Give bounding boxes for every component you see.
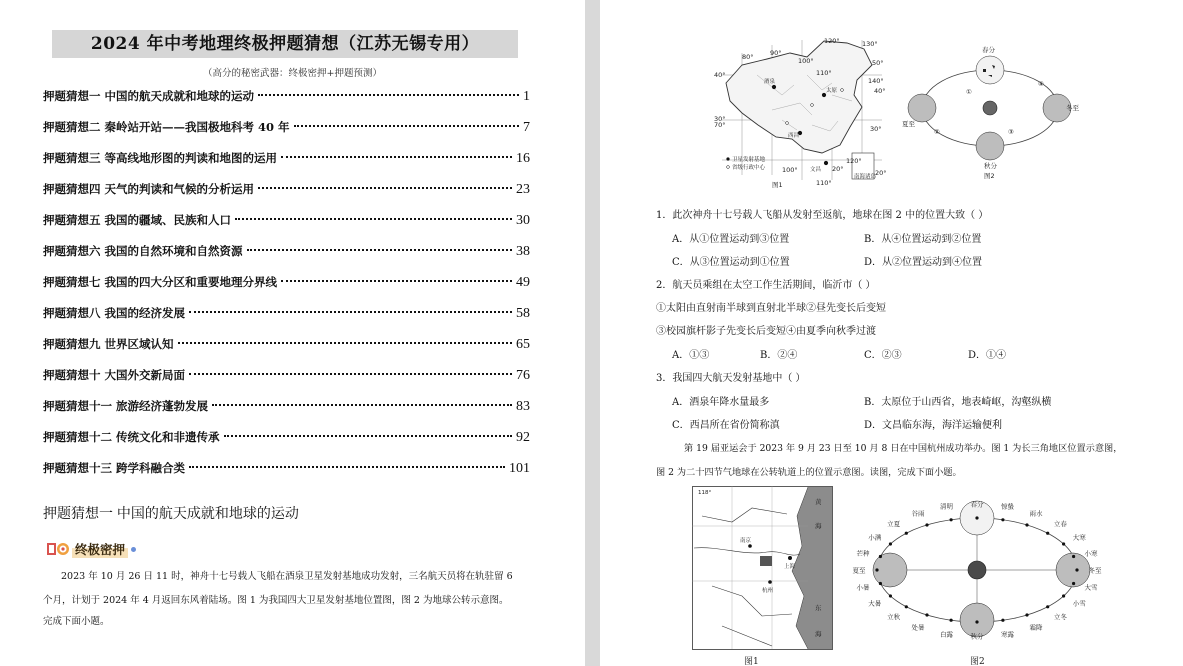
toc-entry[interactable] — [43, 88, 530, 108]
solar-term-label: 春分 — [970, 500, 984, 509]
position-marker-4: ④ — [1038, 80, 1044, 88]
place-taiyuan: 太原 — [826, 88, 838, 94]
toc-entry-page-number: 7 — [523, 120, 530, 135]
question-2-stem: 2．航天员乘组在太空工作生活期间，临沂市（ ） — [656, 280, 876, 291]
toc-dot-leader — [294, 125, 519, 127]
place-jiuquan: 酒泉 — [764, 79, 776, 85]
position-marker-3: ③ — [1008, 128, 1014, 136]
toc-dot-leader — [258, 187, 512, 189]
place-shanghai: 上海 — [784, 564, 796, 570]
solar-term-label: 芒种 — [856, 549, 870, 558]
toc-entry-page-number: 101 — [509, 461, 530, 476]
place-wenchang: 文昌 — [810, 167, 822, 173]
solar-term-dot — [975, 516, 978, 519]
solar-terms-orbit-diagram — [845, 484, 1110, 666]
solar-term-label: 处暑 — [911, 623, 925, 632]
map-lat-label: 30° — [714, 115, 726, 123]
question-2-item-line-1: ①太阳由直射南半球到直射北半球②昼先变长后变短 — [656, 303, 886, 314]
question-2-item-line-2: ③校园旗杆影子先变长后变短④由夏季向秋季过渡 — [656, 326, 876, 337]
place-nanjing: 南京 — [740, 538, 752, 544]
season-winter-solstice: 冬至 — [1066, 104, 1079, 112]
toc-entry[interactable] — [43, 181, 530, 201]
solar-term-label: 立秋 — [887, 613, 901, 622]
place-xichang: 西昌 — [788, 133, 800, 139]
solar-term-label: 小寒 — [1084, 549, 1098, 558]
map-lat-label: 30° — [870, 125, 882, 133]
solar-term-dot — [889, 594, 892, 597]
solar-term-dot — [1046, 605, 1049, 608]
toc-entry-page-number: 83 — [516, 399, 530, 414]
map-lat-label: 40° — [714, 71, 726, 79]
toc-entry-label: 押题猜想二 秦岭站开站——我国极地科考 40 年 — [43, 120, 290, 134]
question-3-option-d[interactable]: D．文昌临东海，海洋运输便利 — [864, 420, 1003, 431]
toc-entry-label: 押题猜想一 中国的航天成就和地球的运动 — [43, 89, 255, 103]
toc-dot-leader — [189, 466, 505, 468]
solar-term-label: 夏至 — [852, 566, 866, 575]
solar-term-label: 小雪 — [1072, 599, 1086, 608]
solar-term-dot — [1072, 582, 1075, 585]
solar-term-dot — [879, 582, 882, 585]
toc-entry-label: 押题猜想五 我国的疆域、民族和人口 — [43, 213, 232, 227]
map-lon-label: 118° — [698, 490, 712, 496]
toc-dot-leader — [258, 94, 519, 96]
solar-term-label: 大寒 — [1072, 533, 1086, 542]
map-lon-label: 110° — [816, 179, 832, 187]
map-lat-label: 50° — [872, 59, 884, 67]
map-lon-label: 70° — [714, 121, 726, 129]
map-lon-label: 120° — [846, 157, 862, 165]
solar-term-dot — [889, 542, 892, 545]
badge-label: 终极密押 — [72, 540, 128, 558]
map-lon-label: 90° — [770, 49, 782, 57]
solar-term-dot — [950, 518, 953, 521]
yangtze-delta-map — [692, 486, 834, 666]
toc-entry[interactable] — [43, 367, 530, 387]
solar-term-label: 清明 — [940, 502, 953, 511]
china-launch-base-map — [712, 35, 892, 190]
question-2-option-b[interactable]: B．②④ — [760, 350, 798, 361]
solar-term-label: 谷雨 — [911, 509, 925, 518]
question-2-option-d[interactable]: D．①④ — [968, 350, 1007, 361]
toc-entry-page-number: 16 — [516, 151, 530, 166]
toc-dot-leader — [247, 249, 512, 251]
question-3-option-c[interactable]: C．西昌所在省份简称滇 — [672, 420, 780, 431]
toc-entry-label: 押题猜想十三 跨学科融合类 — [43, 461, 186, 475]
toc-entry-page-number: 65 — [516, 337, 530, 352]
solar-term-dot — [875, 568, 878, 571]
season-summer-solstice: 夏至 — [902, 120, 915, 128]
toc-entry[interactable] — [43, 150, 530, 170]
sea-label-east-1: 东 — [815, 604, 822, 612]
solar-term-dot — [1001, 619, 1004, 622]
toc-entry-label: 押题猜想九 世界区域认知 — [43, 337, 174, 351]
solar-term-dot — [1046, 532, 1049, 535]
solar-term-dot — [905, 532, 908, 535]
legend-launch-base: 卫星发射基地 — [732, 157, 766, 163]
toc-dot-leader — [189, 373, 512, 375]
solar-term-dot — [905, 605, 908, 608]
toc-entry-label: 押题猜想六 我国的自然环境和自然资源 — [43, 244, 243, 258]
section-heading: 押题猜想一 中国的航天成就和地球的运动 — [43, 505, 299, 521]
intro-paragraph-line-1: 2023 年 10 月 26 日 11 时，神舟十七号载人飞船在酒泉卫星发射基地成功发射，三名航天员将在轨驻留 6 — [61, 571, 513, 582]
toc-entry[interactable] — [43, 212, 530, 232]
solar-term-label: 寒露 — [1001, 630, 1014, 639]
toc-dot-leader — [281, 280, 512, 282]
position-marker-1: ① — [966, 88, 972, 96]
intro-paragraph-line-3: 完成下面小题。 — [43, 616, 110, 627]
legend-capital: 省级行政中心 — [732, 165, 766, 171]
solar-term-dot — [950, 619, 953, 622]
sea-label-east-2: 海 — [815, 630, 822, 638]
solar-term-dot — [1062, 594, 1065, 597]
solar-term-label: 惊蛰 — [1001, 502, 1014, 511]
map-lat-label: 40° — [874, 87, 886, 95]
target-icon — [46, 541, 72, 557]
solar-term-dot — [1075, 568, 1078, 571]
solar-term-label: 小暑 — [856, 583, 870, 592]
toc-dot-leader — [212, 404, 512, 406]
passage-line-1: 第 19 届亚运会于 2023 年 9 月 23 日至 10 月 8 日在中国杭州成功举办。图 1 为长三角地区位置示意图， — [684, 443, 1123, 454]
solar-term-label: 立夏 — [887, 519, 901, 528]
intro-paragraph-line-2: 个月，计划于 2024 年 4 月返回东风着陆场。图 1 为我国四大卫星发射基地位置图，图 2 为地球公转示意图。 — [43, 595, 509, 606]
solar-term-label: 大雪 — [1084, 583, 1098, 592]
document-subtitle: （高分的秘密武器：终极密押+押题预测） — [203, 68, 382, 79]
figure-caption: 图1 — [744, 657, 759, 666]
toc-entry[interactable] — [43, 336, 530, 356]
question-1-option-c[interactable]: C．从③位置运动到①位置 — [672, 257, 790, 268]
solar-term-label: 大暑 — [868, 599, 882, 608]
question-2-option-c[interactable]: C．②③ — [864, 350, 902, 361]
question-1-option-b[interactable]: B．从④位置运动到②位置 — [864, 234, 982, 245]
solar-term-label: 白露 — [940, 630, 953, 639]
map-lon-label: 140° — [868, 77, 884, 85]
sea-label-yellow-1: 黄 — [815, 498, 822, 506]
question-1-option-d[interactable]: D．从②位置运动到④位置 — [864, 257, 983, 268]
solar-term-label: 雨水 — [1029, 509, 1043, 518]
toc-dot-leader — [189, 311, 512, 313]
toc-entry-page-number: 38 — [516, 244, 530, 259]
question-2-option-a[interactable]: A．①③ — [672, 350, 710, 361]
solar-term-dot — [1062, 542, 1065, 545]
figure-caption: 图2 — [970, 657, 985, 666]
position-marker-2: ② — [934, 128, 940, 136]
solar-term-label: 冬至 — [1088, 566, 1102, 575]
solar-term-dot — [1025, 523, 1028, 526]
toc-entry-label: 押题猜想四 天气的判读和气候的分析运用 — [43, 182, 255, 196]
map-lon-label: 100° — [782, 166, 798, 174]
map-lat-label: 20° — [875, 169, 887, 177]
solar-term-dot — [879, 555, 882, 558]
toc-entry-label: 押题猜想十 大国外交新局面 — [43, 368, 186, 382]
solar-term-label: 秋分 — [970, 632, 984, 641]
toc-dot-leader — [178, 342, 512, 344]
toc-entry-page-number: 30 — [516, 213, 530, 228]
toc-entry-page-number: 1 — [523, 89, 530, 104]
question-1-stem: 1．此次神舟十七号载人飞船从发射至返航，地球在图 2 中的位置大致（ ） — [656, 210, 989, 221]
toc-entry[interactable] — [43, 119, 530, 139]
question-3-option-a[interactable]: A．酒泉年降水量最多 — [672, 397, 770, 408]
figure-caption: 图2 — [984, 172, 995, 180]
final-prediction-badge — [46, 539, 136, 559]
toc-entry[interactable] — [43, 274, 530, 294]
badge-dot — [131, 547, 136, 552]
map-lat-label: 20° — [832, 165, 844, 173]
toc-entry-page-number: 49 — [516, 275, 530, 290]
solar-term-label: 立冬 — [1053, 613, 1067, 622]
solar-term-dot — [975, 620, 978, 623]
solar-term-label: 霜降 — [1029, 623, 1043, 632]
right-document-page[interactable] — [600, 0, 1183, 666]
toc-entry[interactable] — [43, 398, 530, 418]
earth-revolution-diagram — [902, 42, 1082, 182]
question-3-option-b[interactable]: B．太原位于山西省，地表崎岖，沟壑纵横 — [864, 397, 1052, 408]
page-gap — [585, 0, 600, 666]
legend-launch-base-symbol — [726, 157, 729, 160]
toc-entry-page-number: 92 — [516, 430, 530, 445]
toc-entry-page-number: 76 — [516, 368, 530, 383]
question-1-option-a[interactable]: A．从①位置运动到③位置 — [672, 234, 790, 245]
toc-entry-label: 押题猜想八 我国的经济发展 — [43, 306, 186, 320]
map-lon-label: 110° — [816, 69, 832, 77]
left-document-page[interactable] — [0, 0, 585, 666]
map-lon-label: 80° — [742, 53, 754, 61]
solar-term-dot — [925, 613, 928, 616]
solar-term-dot — [925, 523, 928, 526]
sea-label-yellow-2: 海 — [815, 522, 822, 530]
toc-entry-label: 押题猜想十二 传统文化和非遗传承 — [43, 430, 220, 444]
figure-caption: 图1 — [772, 181, 783, 189]
solar-term-label: 立春 — [1053, 519, 1067, 528]
toc-dot-leader — [281, 156, 512, 158]
document-title: 2024 年中考地理终极押题猜想（江苏无锡专用） — [52, 30, 518, 58]
map-lon-label: 130° — [862, 40, 878, 48]
legend-capital-symbol — [727, 166, 730, 169]
question-3-stem: 3．我国四大航天发射基地中（ ） — [656, 373, 806, 384]
toc-entry[interactable] — [43, 429, 530, 449]
solar-term-dot — [1072, 555, 1075, 558]
toc-entry-label: 押题猜想十一 旅游经济蓬勃发展 — [43, 399, 209, 413]
solar-term-label: 小满 — [868, 533, 882, 542]
place-hangzhou: 杭州 — [762, 588, 774, 594]
toc-entry-page-number: 58 — [516, 306, 530, 321]
toc-entry[interactable] — [43, 305, 530, 325]
passage-line-2: 图 2 为二十四节气地球在公转轨道上的位置示意图。读图，完成下面小题。 — [656, 467, 962, 478]
toc-entry-label: 押题猜想三 等高线地形图的判读和地图的运用 — [43, 151, 278, 165]
season-spring-equinox: 春分 — [982, 46, 995, 54]
map-lon-label: 100° — [798, 57, 814, 65]
solar-term-dot — [1025, 613, 1028, 616]
toc-entry-page-number: 23 — [516, 182, 530, 197]
toc-dot-leader — [235, 218, 512, 220]
toc-entry[interactable] — [43, 243, 530, 263]
season-autumn-equinox: 秋分 — [984, 162, 997, 170]
toc-entry-label: 押题猜想七 我国的四大分区和重要地理分界线 — [43, 275, 278, 289]
toc-dot-leader — [224, 435, 512, 437]
map-lon-label: 120° — [824, 37, 840, 45]
solar-term-dot — [1001, 518, 1004, 521]
inset-label: 南海诸岛 — [854, 174, 877, 180]
toc-entry[interactable] — [43, 460, 530, 480]
